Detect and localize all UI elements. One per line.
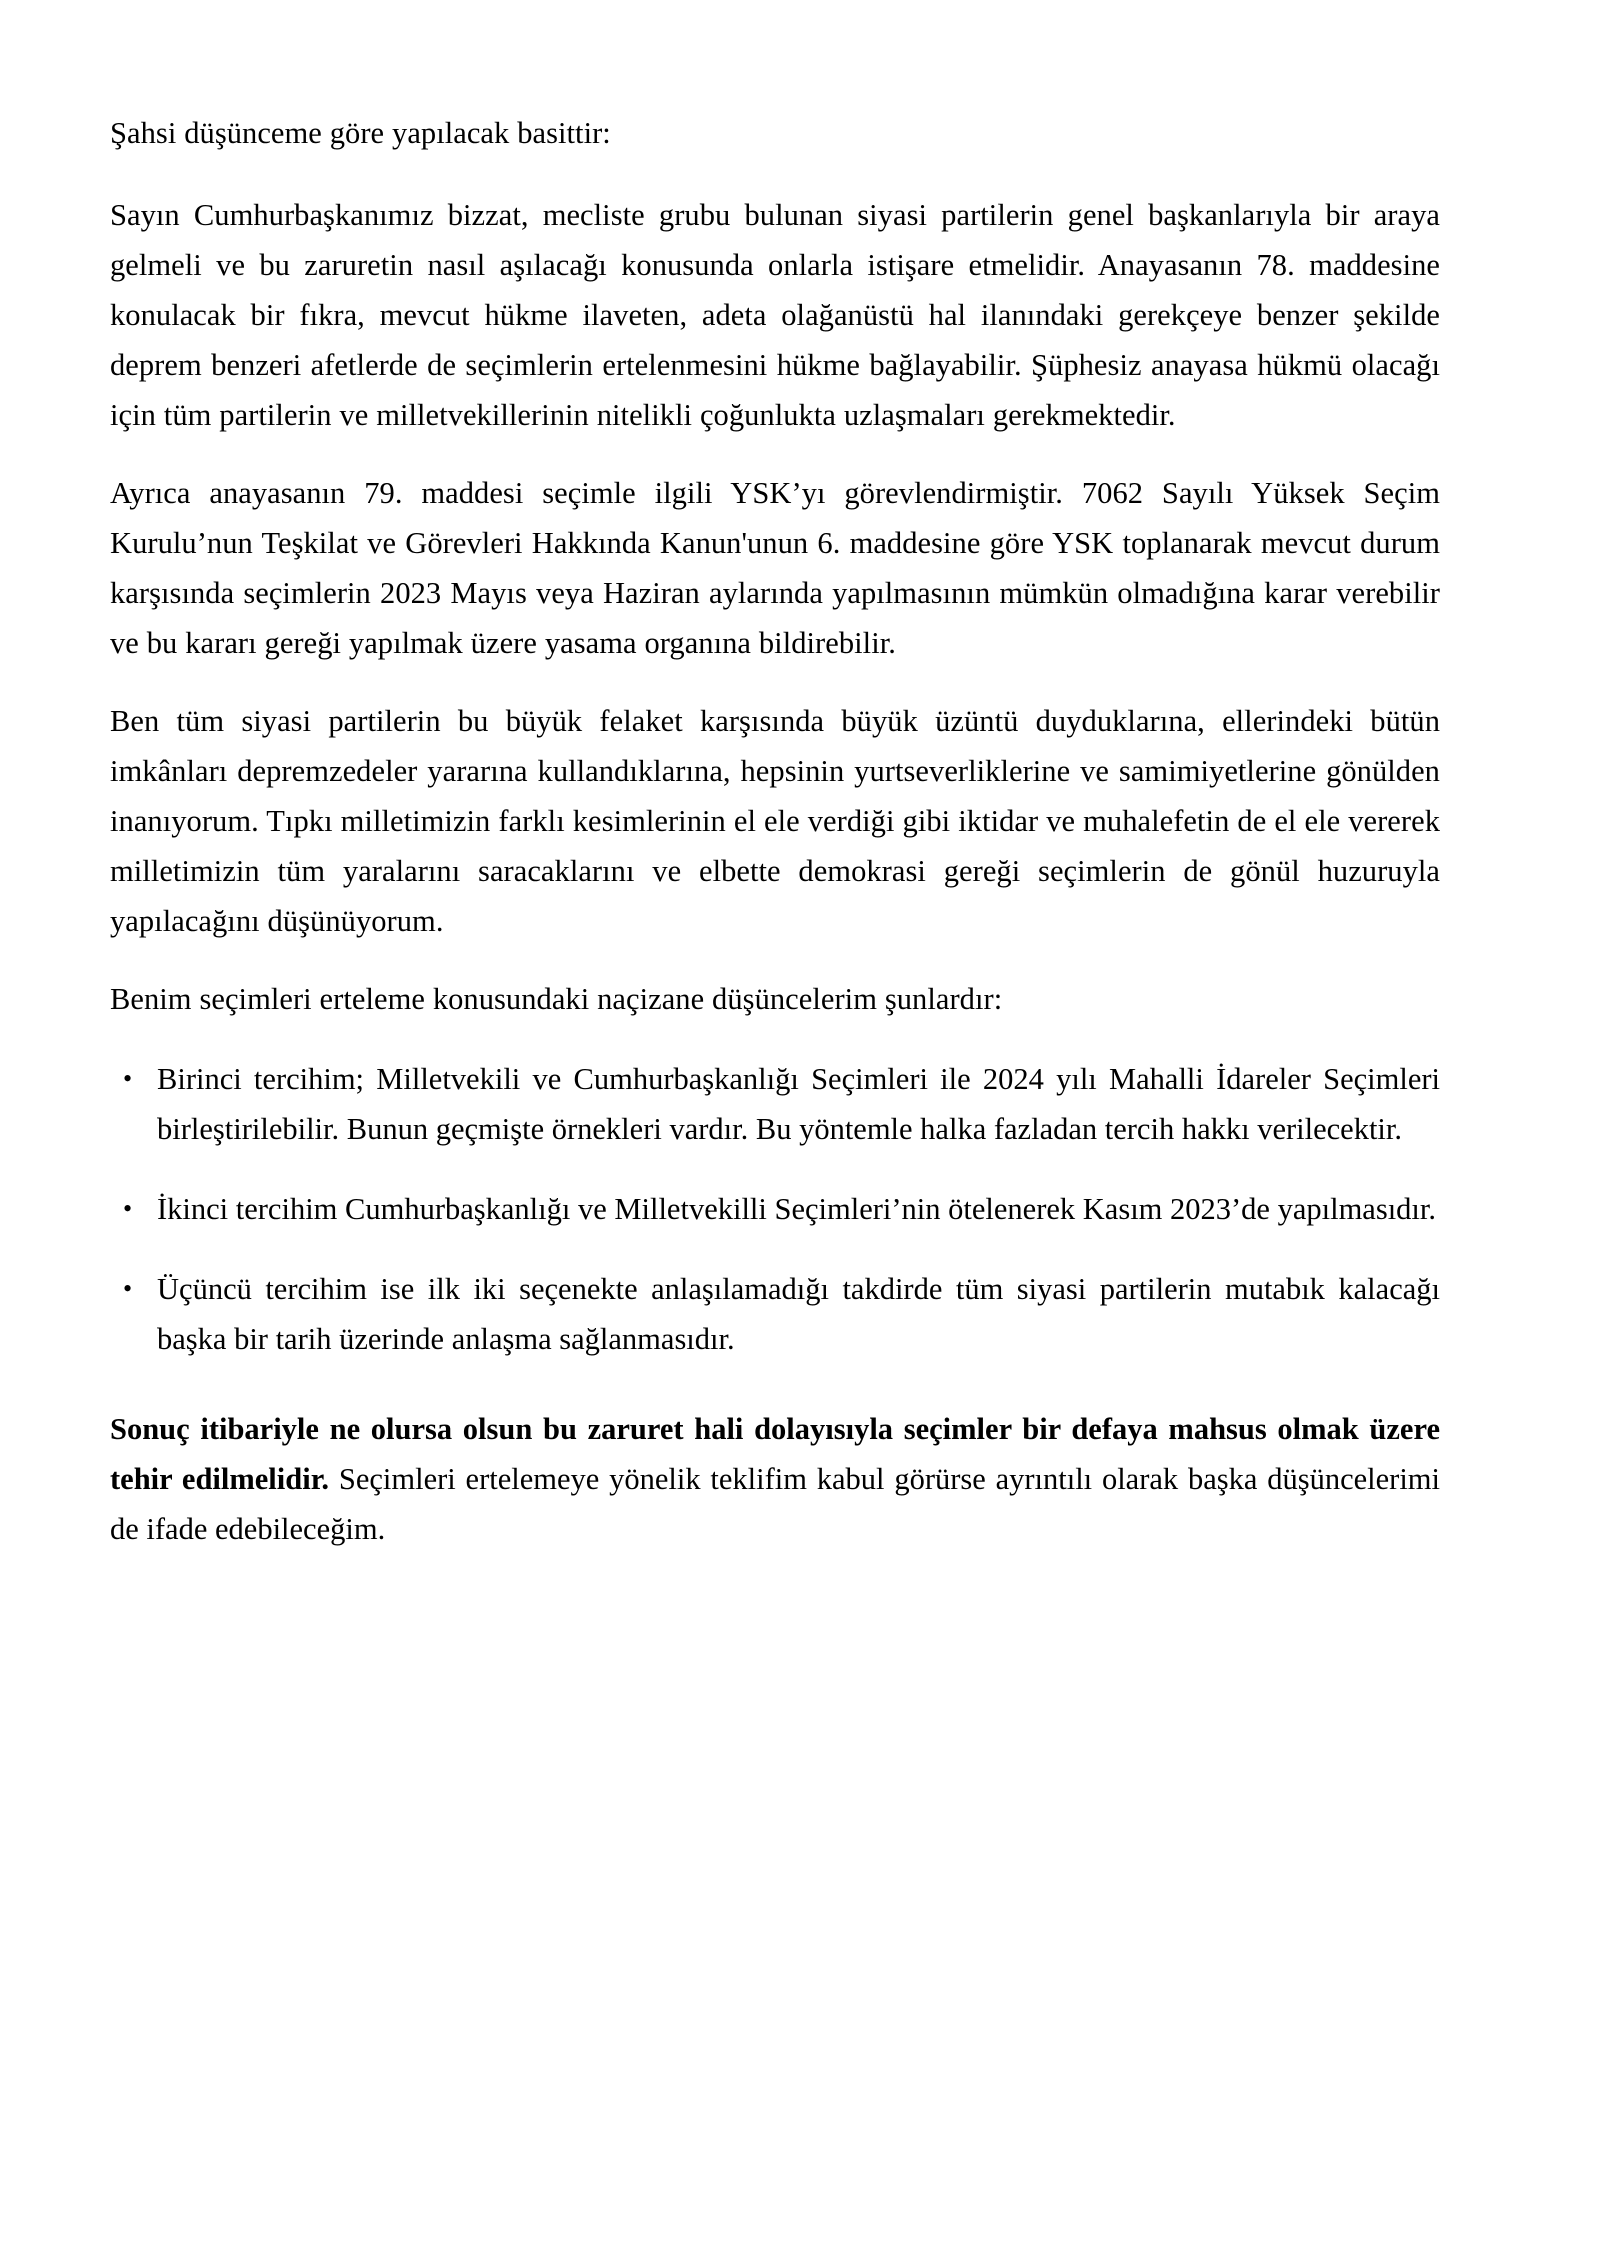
paragraph-1: Sayın Cumhurbaşkanımız bizzat, mecliste grubu bulunan siyasi partilerin genel başkanlarıyla bir araya gelmeli ve bu zaruretin nasıl aşılacağı konusunda onlarla istişare etmelidir. Anayasanın 78. maddesine konulacak bir fıkra, mevcut hükme ilaveten, adeta olağanüstü hal ilanındaki gerekçeye benzer şekilde deprem benzeri afetlerde de seçimlerin ertelenmesini hükme bağlayabilir. Şüphesiz anayasa hükmü olacağı için tüm partilerin ve milletvekillerinin nitelikli çoğunlukta uzlaşmaları gerekmektedir. bbox=[110, 198, 1440, 432]
closing-bold-text: Sonuç itibariyle ne olursa olsun bu zaruret hali dolayısıyla seçimler bir defaya mahsus olmak üzere tehir edilmelidir. bbox=[110, 1412, 1440, 1496]
preferences-list bbox=[110, 1054, 1440, 1364]
list-item bbox=[110, 1184, 1440, 1234]
document-body bbox=[110, 108, 1440, 1554]
bullet-icon: • bbox=[123, 1064, 133, 1093]
list-item bbox=[110, 1264, 1440, 1364]
list-item-text: Üçüncü tercihim ise ilk iki seçenekte anlaşılamadığı takdirde tüm siyasi partilerin mutabık kalacağı başka bir tarih üzerinde anlaşma sağlanmasıdır. bbox=[157, 1272, 1440, 1356]
paragraph-3: Ben tüm siyasi partilerin bu büyük felaket karşısında büyük üzüntü duyduklarına, ellerindeki bütün imkânları depremzedeler yararına kullandıklarına, hepsinin yurtseverliklerine ve samimiyetlerine gönülden inanıyorum. Tıpkı milletimizin farklı kesimlerinin el ele verdiği gibi iktidar ve muhalefetin de el ele vererek milletimizin tüm yaralarını saracaklarını ve elbette demokrasi gereği seçimlerin de gönül huzuruyla yapılacağını düşünüyorum. bbox=[110, 704, 1440, 938]
list-item bbox=[110, 1054, 1440, 1154]
closing-normal-text: Seçimleri ertelemeye yönelik teklifim kabul görürse ayrıntılı olarak başka düşüncelerimi de ifade edebileceğim. bbox=[110, 1462, 1440, 1546]
list-intro-paragraph: Benim seçimleri erteleme konusundaki naçizane düşüncelerim şunlardır: bbox=[110, 982, 1003, 1016]
list-item-text: İkinci tercihim Cumhurbaşkanlığı ve Milletvekilli Seçimleri’nin ötelenerek Kasım 2023’de yapılmasıdır. bbox=[157, 1192, 1437, 1226]
closing-paragraph bbox=[110, 1404, 1440, 1554]
list-item-text: Birinci tercihim; Milletvekili ve Cumhurbaşkanlığı Seçimleri ile 2024 yılı Mahalli İdareler Seçimleri birleştirilebilir. Bunun geçmişte örnekleri vardır. Bu yöntemle halka fazladan tercih hakkı verilecektir. bbox=[157, 1062, 1440, 1146]
opening-paragraph: Şahsi düşünceme göre yapılacak basittir: bbox=[110, 116, 611, 150]
paragraph-2: Ayrıca anayasanın 79. maddesi seçimle ilgili YSK’yı görevlendirmiştir. 7062 Sayılı Yüksek Seçim Kurulu’nun Teşkilat ve Görevleri Hakkında Kanun'unun 6. maddesine göre YSK toplanarak mevcut durum karşısında seçimlerin 2023 Mayıs veya Haziran aylarında yapılmasının mümkün olmadığına karar verebilir ve bu kararı gereği yapılmak üzere yasama organına bildirebilir. bbox=[110, 476, 1440, 660]
bullet-icon: • bbox=[123, 1194, 133, 1223]
bullet-icon: • bbox=[123, 1274, 133, 1303]
